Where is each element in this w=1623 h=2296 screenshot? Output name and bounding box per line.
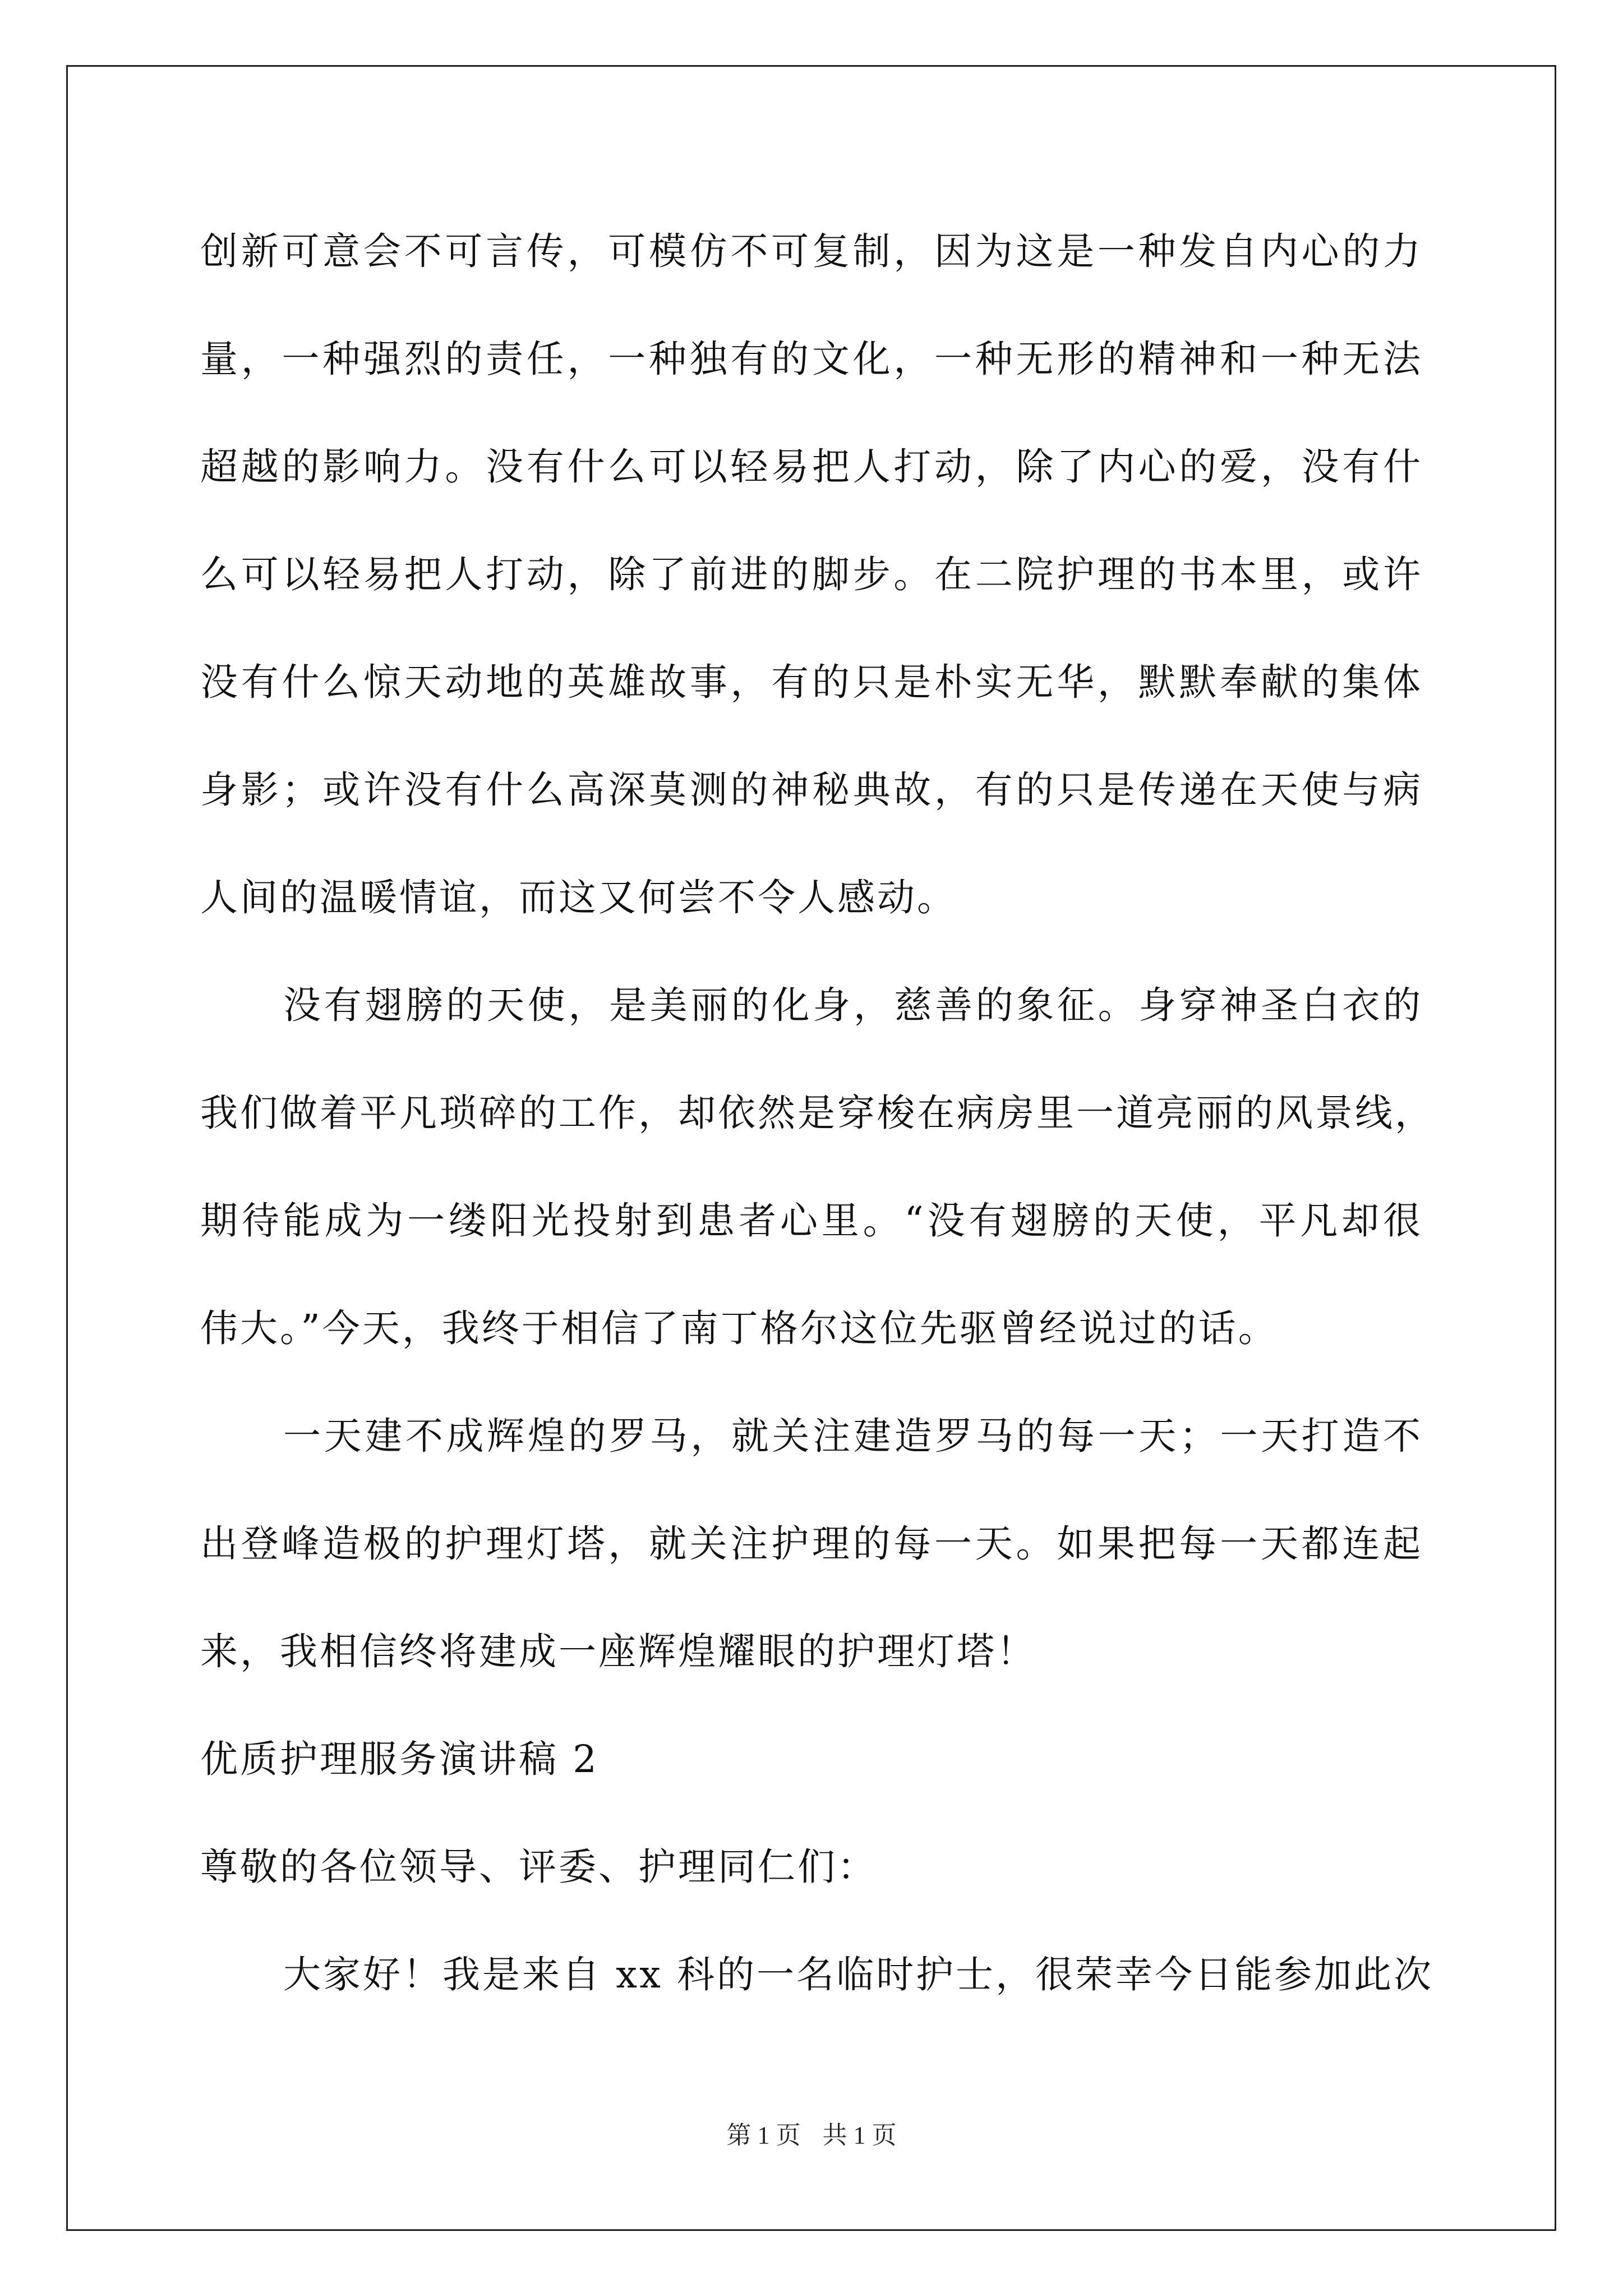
text-line: 来，我相信终将建成一座辉煌耀眼的护理灯塔！ — [200, 1630, 1036, 1673]
text-line: 么可以轻易把人打动，除了前进的脚步。在二院护理的书本里，或许 — [200, 553, 1423, 596]
text-line: 身影；或许没有什么高深莫测的神秘典故，有的只是传递在天使与病 — [200, 768, 1423, 812]
text-line: 出登峰造极的护理灯塔，就关注护理的每一天。如果把每一天都连起 — [200, 1522, 1423, 1566]
page-total: 共 1 页 — [822, 2122, 897, 2149]
page-footer — [0, 2115, 1623, 2151]
text-line: 量，一种强烈的责任，一种独有的文化，一种无形的精神和一种无法 — [200, 337, 1423, 381]
text-line: 人间的温暖情谊，而这又何尝不令人感动。 — [200, 876, 957, 919]
text-line: 尊敬的各位领导、评委、护理同仁们： — [200, 1845, 877, 1889]
text-line: 没有什么惊天动地的英雄故事，有的只是朴实无华，默默奉献的集体 — [200, 660, 1423, 704]
text-line: 没有翅膀的天使，是美丽的化身，慈善的象征。身穿神圣白衣的 — [283, 983, 1423, 1027]
text-line: 创新可意会不可言传，可模仿不可复制，因为这是一种发自内心的力 — [200, 229, 1423, 273]
page-number: 第 1 页 — [726, 2122, 801, 2149]
document-body — [200, 220, 1434, 2051]
text-line: 超越的影响力。没有什么可以轻易把人打动，除了内心的爱，没有什 — [200, 445, 1423, 489]
text-line: 大家好！我是来自 xx 科的一名临时护士，很荣幸今日能参加此次 — [283, 1953, 1434, 1996]
text-line: 一天建不成辉煌的罗马，就关注建造罗马的每一天；一天打造不 — [283, 1414, 1423, 1458]
text-line: 伟大。”今天，我终于相信了南丁格尔这位先驱曾经说过的话。 — [200, 1306, 1278, 1350]
text-line: 期待能成为一缕阳光投射到患者心里。“没有翅膀的天使，平凡却很 — [200, 1199, 1423, 1243]
text-line: 我们做着平凡琐碎的工作，却依然是穿梭在病房里一道亮丽的风景线， — [200, 1091, 1435, 1135]
text-line: 优质护理服务演讲稿 2 — [200, 1737, 599, 1781]
